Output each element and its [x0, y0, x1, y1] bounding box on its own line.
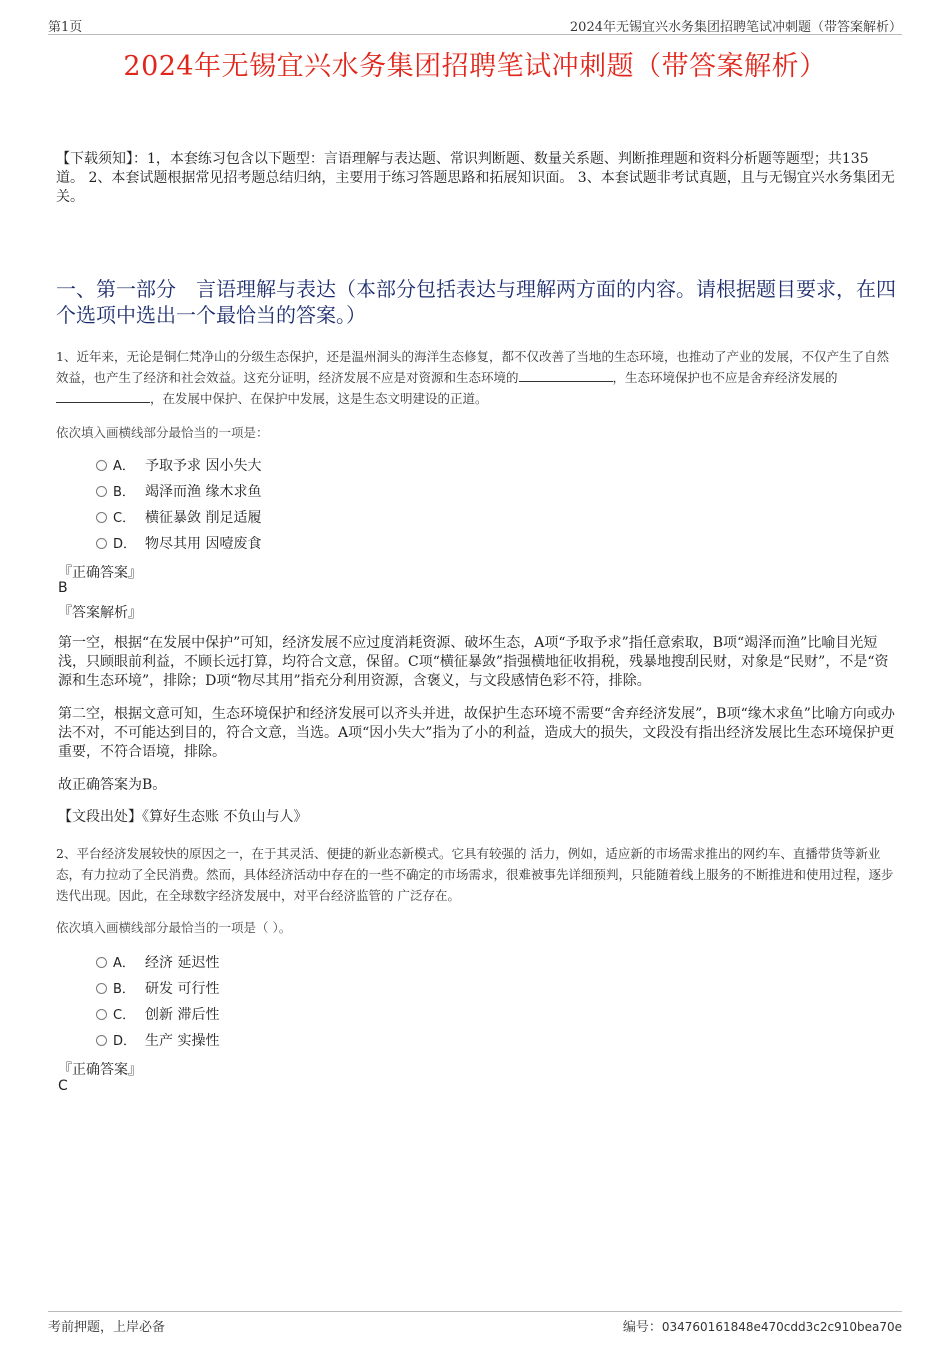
option-a[interactable]: A． 经济 延迟性 [96, 950, 496, 976]
header-doc-title: 2024年无锡宜兴水务集团招聘笔试冲刺题（带答案解析） [569, 20, 902, 35]
question-2-prompt: 依次填入画横线部分最恰当的一项是（ ）。 [56, 920, 292, 935]
radio-icon[interactable] [96, 538, 107, 549]
radio-icon[interactable] [96, 1035, 107, 1046]
analysis-label: 『答案解析』 [58, 605, 142, 621]
page-footer [48, 1311, 902, 1336]
page-number: 第1页 [48, 20, 83, 35]
question-1-stem: 1、近年来，无论是铜仁梵净山的分级生态保护，还是温州洞头的海洋生态修复，都不仅改善了当地的生态环境，也推动了产业的发展，不仅产生了自然效益，也产生了经济和社会效益。这充分证明，经济发展不应是对资源和生态环境的 ，生态环境保护也不应是舍弃经济发展的，在发展中保护、在保护中发展，这是生态文明建设的正道。 [56, 349, 889, 406]
radio-icon[interactable] [96, 1009, 107, 1020]
option-d[interactable]: D． 物尽其用 因噎废食 [96, 531, 496, 557]
answer-label: 『正确答案』 [58, 565, 142, 581]
section-text: 言语理解与表达（本部分包括表达与理解两方面的内容。请根据题目要求，在四个选项中选出一个最恰当的答案。） [56, 277, 896, 327]
fill-blank [56, 390, 150, 403]
radio-icon[interactable] [96, 957, 107, 968]
page-header [48, 14, 902, 35]
option-a[interactable]: A． 予取予求 因小失大 [96, 453, 496, 479]
footer-slogan: 考前押题，上岸必备 [48, 1320, 166, 1335]
option-d[interactable]: D． 生产 实操性 [96, 1028, 496, 1054]
text-source: 【文段出处】《算好生态账 不负山与人》 [58, 809, 308, 825]
analysis-paragraph: 第一空，根据“在发展中保护”可知，经济发展不应过度消耗资源、破坏生态，A项“予取予求”指任意索取，B项“竭泽而渔”比喻目光短浅，只顾眼前利益，不顾长远打算，均符合文意，保留。C项“横征暴敛”指强横地征收捐税，残暴地搜刮民财，对象是“民财”，不是“资源和生态环境”，排除；D项“物尽其用”指充分利用资源，含褒义，与文段感情色彩不符，排除。 [58, 635, 889, 689]
question-1-prompt: 依次填入画横线部分最恰当的一项是： [56, 425, 269, 440]
radio-icon[interactable] [96, 512, 107, 523]
download-notice: 【下载须知】：1，本套练习包含以下题型：言语理解与表达题、常识判断题、数量关系题、判断推理题和资料分析题等题型；共135道。 2、本套试题根据常见招考题总结归纳，主要用于练习答题思路和拓展知识面。 3、本套试题非考试真题，且与无锡宜兴水务集团无关。 [56, 151, 895, 205]
answer-value: B [58, 580, 68, 596]
option-b[interactable]: B． 研发 可行性 [96, 976, 496, 1002]
analysis-conclusion: 故正确答案为B。 [58, 777, 167, 793]
radio-icon[interactable] [96, 983, 107, 994]
question-1-options [96, 453, 496, 557]
question-2-stem: 2、平台经济发展较快的原因之一，在于其灵活、便捷的新业态新模式。它具有较强的 活力，例如，适应新的市场需求推出的网约车、直播带货等新业态，有力拉动了全民消费。然而，具体经济活动中存在的一些不确定的市场需求，很难被事先详细预判，只能随着线上服务的不断推进和使用过程，逐步迭代出现。因此，在全球数字经济发展中，对平台经济监管的 广泛存在。 [56, 846, 894, 903]
radio-icon[interactable] [96, 460, 107, 471]
radio-icon[interactable] [96, 486, 107, 497]
fill-blank [519, 369, 613, 382]
section-prefix: 一、第一部分 [56, 277, 176, 301]
option-c[interactable]: C． 创新 滞后性 [96, 1002, 496, 1028]
document-title: 2024年无锡宜兴水务集团招聘笔试冲刺题（带答案解析） [123, 51, 827, 82]
analysis-paragraph: 第二空，根据文意可知，生态环境保护和经济发展可以齐头并进，故保护生态环境不需要“舍弃经济发展”，B项“缘木求鱼”比喻方向或办法不对，不可能达到目的，符合文意，当选。A项“因小失大”指为了小的利益，造成大的损失，文段没有指出经济发展比生态环境保护更重要，不符合语境，排除。 [58, 706, 895, 760]
answer-value: C [58, 1078, 68, 1094]
question-2-options [96, 950, 496, 1054]
footer-code: 编号：034760161848e470cdd3c2c910bea70e [622, 1320, 902, 1335]
answer-label: 『正确答案』 [58, 1062, 142, 1078]
option-c[interactable]: C． 横征暴敛 削足适履 [96, 505, 496, 531]
section-heading [56, 276, 896, 328]
option-b[interactable]: B． 竭泽而渔 缘木求鱼 [96, 479, 496, 505]
